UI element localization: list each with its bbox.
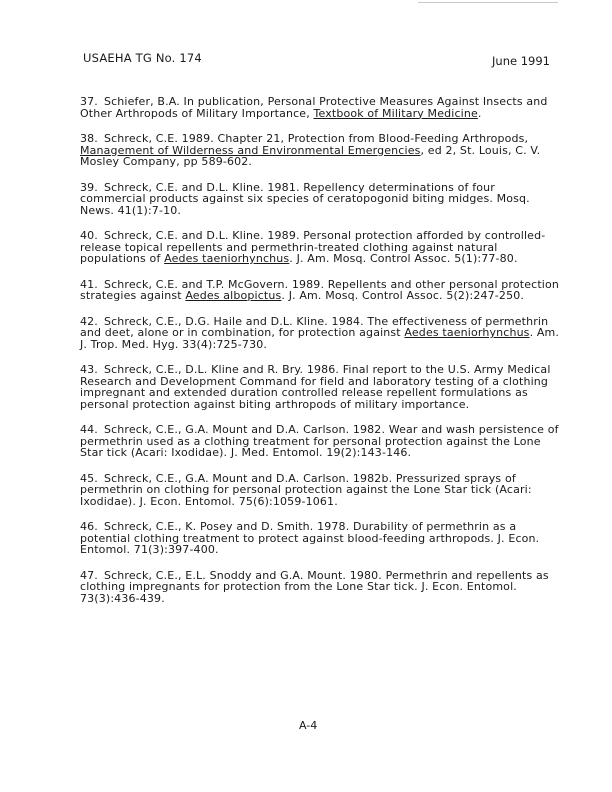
reference-number: 38. xyxy=(80,132,98,145)
reference-number: 45. xyxy=(80,471,98,485)
reference-text: Schreck, C.E. and D.L. Kline. 1981. Repellency determinations of four commercial products against six species of ceratopogonid biting midges. Mosq. News. 41(1):7-10. xyxy=(80,180,530,217)
reference-number: 40. xyxy=(80,229,98,242)
reference-item xyxy=(80,96,560,119)
reference-text: Schreck, C.E., E.L. Snoddy and G.A. Mount. 1980. Permethrin and repellents as clothing impregnants for protection from the Lone Star tick. J. Econ. Entomol. 73(3):436-439. xyxy=(80,568,549,605)
reference-title: Aedes taeniorhynchus xyxy=(164,252,290,265)
reference-item xyxy=(80,424,560,459)
reference-item xyxy=(80,182,560,217)
reference-number: 39. xyxy=(80,180,98,194)
reference-text-tail: , ed 2, St. Louis, C. V. Mosley Company, pp 589-602. xyxy=(80,143,541,168)
reference-text: Schiefer, B.A. In publication, Personal Protective Measures Against Insects and Other Arthropods of Military Importance, xyxy=(80,95,548,120)
reference-text: Schreck, C.E., G.A. Mount and D.A. Carlson. 1982b. Pressurized sprays of permethrin on clothing for personal protection against the Lone Star tick (Acari: Ixodidae). J. Econ. Entomol. 75(6):1059-1061. xyxy=(80,471,532,508)
reference-number: 42. xyxy=(80,314,98,328)
reference-title: Aedes taeniorhynchus xyxy=(404,326,530,339)
reference-text-tail: . J. Am. Mosq. Control Assoc. 5(2):247-250. xyxy=(281,289,525,302)
reference-title: Aedes albopictus xyxy=(185,289,282,302)
reference-number: 37. xyxy=(80,95,98,108)
reference-text-tail: . xyxy=(477,106,482,120)
reference-title: Textbook of Military Medicine xyxy=(313,106,478,120)
page-number: A-4 xyxy=(299,719,318,732)
reference-number: 44. xyxy=(80,423,98,436)
reference-number: 43. xyxy=(80,363,98,376)
reference-number: 47. xyxy=(80,568,98,582)
reference-item xyxy=(80,473,560,508)
report-number: USAEHA TG No. 174 xyxy=(83,51,202,65)
reference-item xyxy=(80,279,560,302)
reference-text: Schreck, C.E., K. Posey and D. Smith. 1978. Durability of permethrin as a potential clothing treatment to protect against blood-feeding arthropods. J. Econ. Entomol. 71(3):397-400. xyxy=(80,520,540,556)
reference-item xyxy=(80,316,560,351)
reference-item xyxy=(80,570,560,605)
reference-text: Schreck, C.E., D.G. Haile and D.L. Kline. 1984. The effectiveness of permethrin and deet, alone or in combination, for protection against xyxy=(80,314,549,339)
reference-item xyxy=(80,133,560,168)
reference-number: 41. xyxy=(80,277,98,291)
reference-list xyxy=(80,96,560,618)
reference-text: Schreck, C.E., G.A. Mount and D.A. Carlson. 1982. Wear and wash persistence of permethrin used as a clothing treatment for personal protection against the Lone Star tick (Acari: Ixodidae). J. Med. Entomol. 19(2):143-146. xyxy=(80,423,559,459)
reference-text-tail: . Am. J. Trop. Med. Hyg. 33(4):725-730. xyxy=(80,326,560,351)
reference-title: Management of Wilderness and Environmental Emergencies xyxy=(80,143,421,157)
reference-item xyxy=(80,521,560,556)
reference-item xyxy=(80,230,560,265)
reference-text: Schreck, C.E., D.L. Kline and R. Bry. 1986. Final report to the U.S. Army Medical Research and Development Command for field and laboratory testing of a clothing impregnant and extended duration controlled release repellent formulations as personal protection against biting arthropods of military importance. xyxy=(80,363,551,411)
top-divider xyxy=(418,2,558,3)
report-date: June 1991 xyxy=(492,54,550,68)
reference-text-tail: . J. Am. Mosq. Control Assoc. 5(1):77-80. xyxy=(289,252,518,265)
reference-number: 46. xyxy=(80,520,98,533)
reference-text: Schreck, C.E. and D.L. Kline. 1989. Personal protection afforded by controlled-release topical repellents and permethrin-treated clothing against natural populations of xyxy=(80,229,546,265)
reference-item xyxy=(80,364,560,410)
reference-text: Schreck, C.E. 1989. Chapter 21, Protection from Blood-Feeding Arthropods, xyxy=(103,132,529,145)
reference-text: Schreck, C.E. and T.P. McGovern. 1989. Repellents and other personal protection strategies against xyxy=(80,277,559,302)
